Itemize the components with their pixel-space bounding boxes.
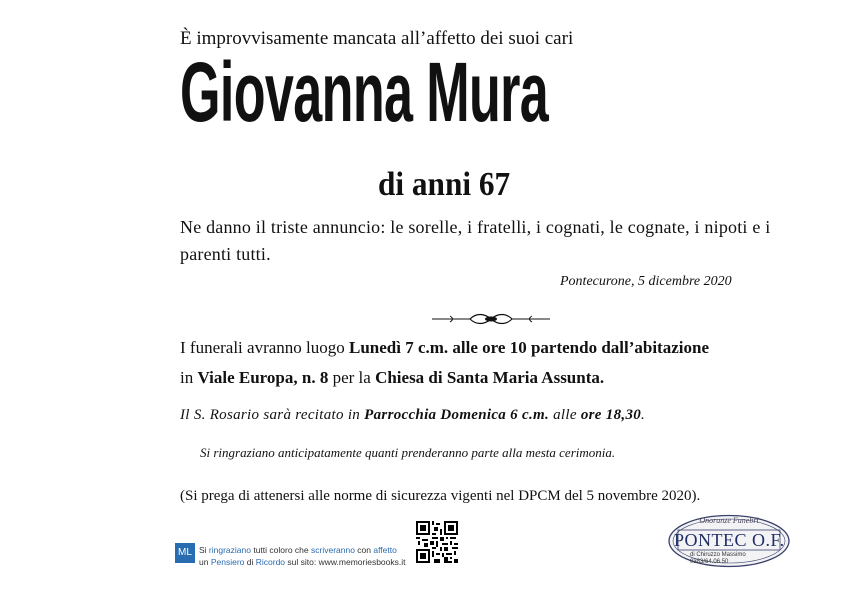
stamp-owner: di Chiruzzo Massimo <box>690 552 746 558</box>
footer-l2e: sul sito: <box>285 557 319 567</box>
stamp-top-text: Onoranze Funebri <box>699 516 759 525</box>
rosary-mid: alle <box>549 407 581 423</box>
rosary-suffix: . <box>641 407 646 423</box>
funeral-line1-prefix: I funerali avranno luogo <box>180 338 349 357</box>
rosary-text <box>180 407 645 424</box>
announcement-text: Ne danno il triste annuncio: le sorelle, i fratelli, i cognati, le cognate, i nipoti e i parenti tutti. <box>180 217 771 264</box>
funeral-address: Viale Europa, n. 8 <box>197 368 329 387</box>
funeral-line1-bold: Lunedì 7 c.m. alle ore 10 partendo dall’abitazione <box>349 338 709 357</box>
qr-code-icon[interactable] <box>416 521 458 563</box>
funeral-church: Chiesa di Santa Maria Assunta. <box>375 368 605 387</box>
footer-l2b: Pensiero <box>210 557 245 567</box>
footer-website-link[interactable]: www.memoriesbooks.it <box>318 557 406 567</box>
footer-l1d: scriveranno <box>311 545 355 555</box>
intro-text: È improvvisamente mancata all’affetto dei suoi cari <box>180 28 574 49</box>
funeral-details <box>180 333 820 393</box>
rules-text: (Si prega di attenersi alle norme di sicurezza vigenti nel DPCM del 5 novembre 2020). <box>180 488 701 504</box>
footer-l2c: di <box>244 557 256 567</box>
funeral-line2-mid: per la <box>328 368 376 387</box>
stamp-subtext <box>690 552 746 566</box>
footer-l1f: affetto <box>373 545 397 555</box>
thanks-text: Si ringraziano anticipatamente quanti prenderanno parte alla mesta cerimonia. <box>200 445 616 460</box>
footer-l1c: tutti coloro che <box>250 545 311 555</box>
rosary-time: ore 18,30 <box>580 407 642 423</box>
deceased-name: Giovanna Mura <box>180 45 549 139</box>
funeral-line2-prefix: in <box>180 368 198 387</box>
funeral-home-stamp <box>668 514 790 568</box>
stamp-name: PONTEC O.F. <box>674 530 785 550</box>
place-date: Pontecurone, 5 dicembre 2020 <box>560 274 732 289</box>
deceased-age: di anni 67 <box>378 166 511 203</box>
footer-l1b: ringraziano <box>208 545 251 555</box>
footer-l1e: con <box>354 545 374 555</box>
footer-l1a: Si <box>199 545 209 555</box>
footer-l2d: Ricordo <box>255 557 286 567</box>
rosary-prefix: Il S. Rosario sarà recitato in <box>180 407 365 423</box>
memoriesbooks-logo-icon: ML <box>175 543 195 563</box>
rosary-location: Parrocchia Domenica 6 c.m. <box>364 407 550 423</box>
stamp-phone: 0383/64.06.50 <box>690 559 729 565</box>
ornament-divider-icon <box>430 312 552 331</box>
footer-text <box>199 544 406 568</box>
footer-l2a: un <box>199 557 211 567</box>
